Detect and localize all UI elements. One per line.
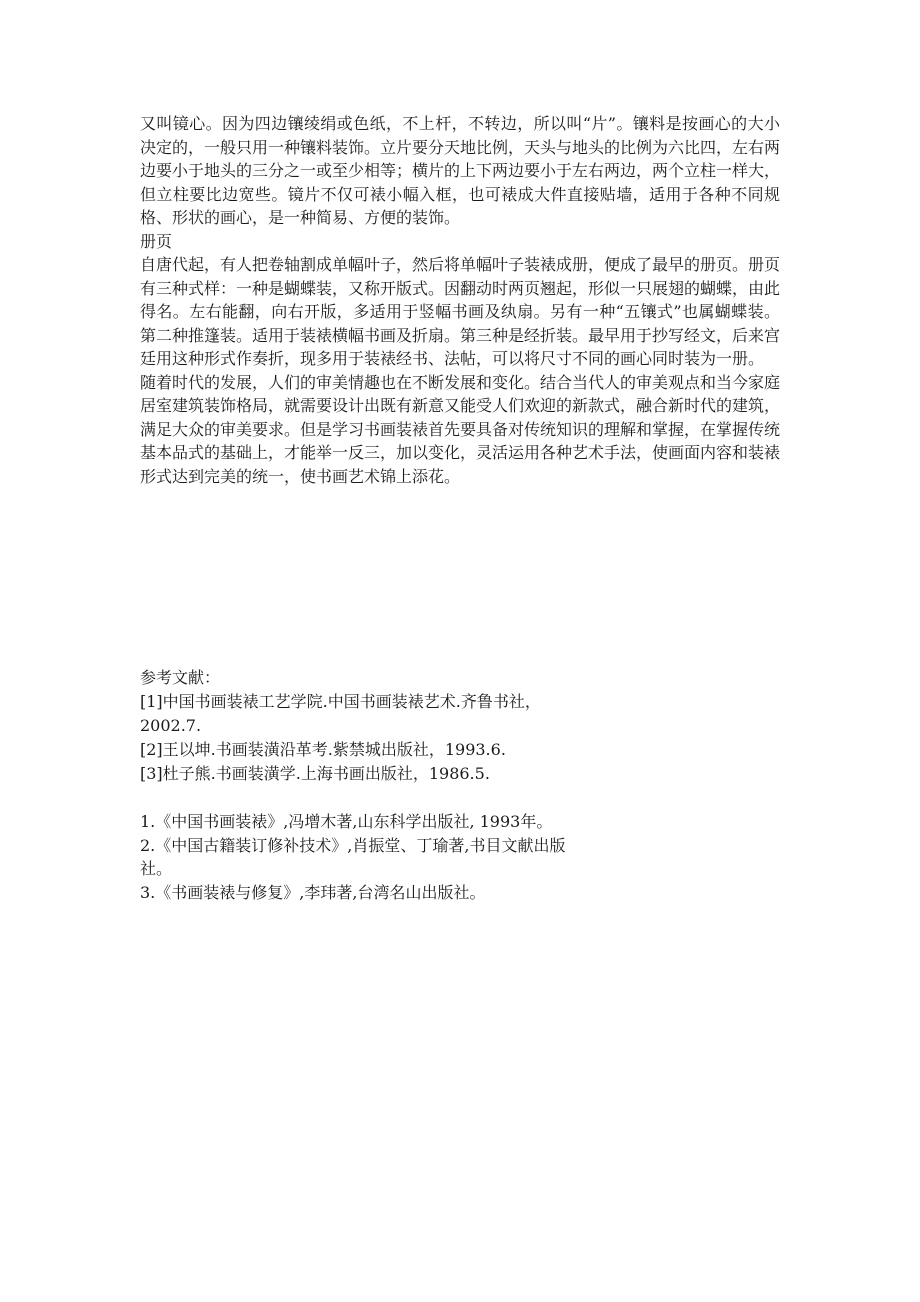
bibliography-list — [140, 810, 590, 904]
paragraph-album-styles: 自唐代起，有人把卷轴割成单幅叶子，然后将单幅叶子装裱成册，便成了最早的册页。册页有三种式样：一种是蝴蝶装，又称开版式。因翻动时两页翘起，形似一只展翅的蝴蝶，由此得名。左右能翻，向右开版，多适用于竖幅书画及纨扇。另有一种“五镶式”也属蝴蝶装。第二种推篷装。适用于装裱横幅书画及折扇。第三种是经折装。最早用于抄写经文，后来宫廷用这种形式作奏折，现多用于装裱经书、法帖，可以将尺寸不同的画心同时装为一册。 — [140, 255, 781, 368]
paragraph-modern-development: 随着时代的发展，人们的审美情趣也在不断发展和变化。结合当代人的审美观点和当今家庭居室建筑装饰格局，就需要设计出既有新意又能受人们欢迎的新款式，融合新时代的建筑，满足大众的审美要求。但是学习书画装裱首先要具备对传统知识的理解和掌握，在掌握传统基本品式的基础上，才能举一反三，加以变化，灵活运用各种艺术手法，使画面内容和装裱形式达到完美的统一，使书画艺术锦上添花。 — [140, 372, 781, 486]
bibliography-item: 3.《书画装裱与修复》,李玮著,台湾名山出版社。 — [140, 882, 486, 902]
reference-item: [2]王以坤.书画装潢沿革考.紫禁城出版社，1993.6. — [140, 740, 506, 759]
paragraph-mirror-mounting: 又叫镜心。因为四边镶绫绢或色纸，不上杆，不转边，所以叫“片”。镶料是按画心的大小决定的，一般只用一种镶料装饰。立片要分天地比例，天头与地头的比例为六比四，左右两边要小于地头的三分之一或至少相等；横片的上下两边要小于左右两边，两个立柱一样大，但立柱要比边宽些。镜片不仅可裱小幅入框，也可裱成大件直接贴墙，适用于各种不同规格、形状的画心，是一种简易、方便的装饰。 — [140, 114, 781, 227]
reference-item: [1]中国书画装裱工艺学院.中国书画装裱艺术.齐鲁书社，2002.7. — [140, 692, 541, 735]
references-section — [140, 666, 590, 904]
bibliography-item: 2.《中国古籍装订修补技术》,肖振堂、丁瑜著,书目文献出版社。 — [140, 835, 566, 878]
document-body — [140, 112, 780, 488]
section-heading-album: 册页 — [140, 231, 173, 251]
reference-item: [3]杜子熊.书画装潢学.上海书画出版社，1986.5. — [140, 764, 490, 783]
spacer — [140, 786, 590, 810]
references-title: 参考文献： — [140, 668, 221, 687]
bibliography-item: 1.《中国书画装裱》,冯增木著,山东科学出版社, 1993年。 — [140, 812, 553, 831]
